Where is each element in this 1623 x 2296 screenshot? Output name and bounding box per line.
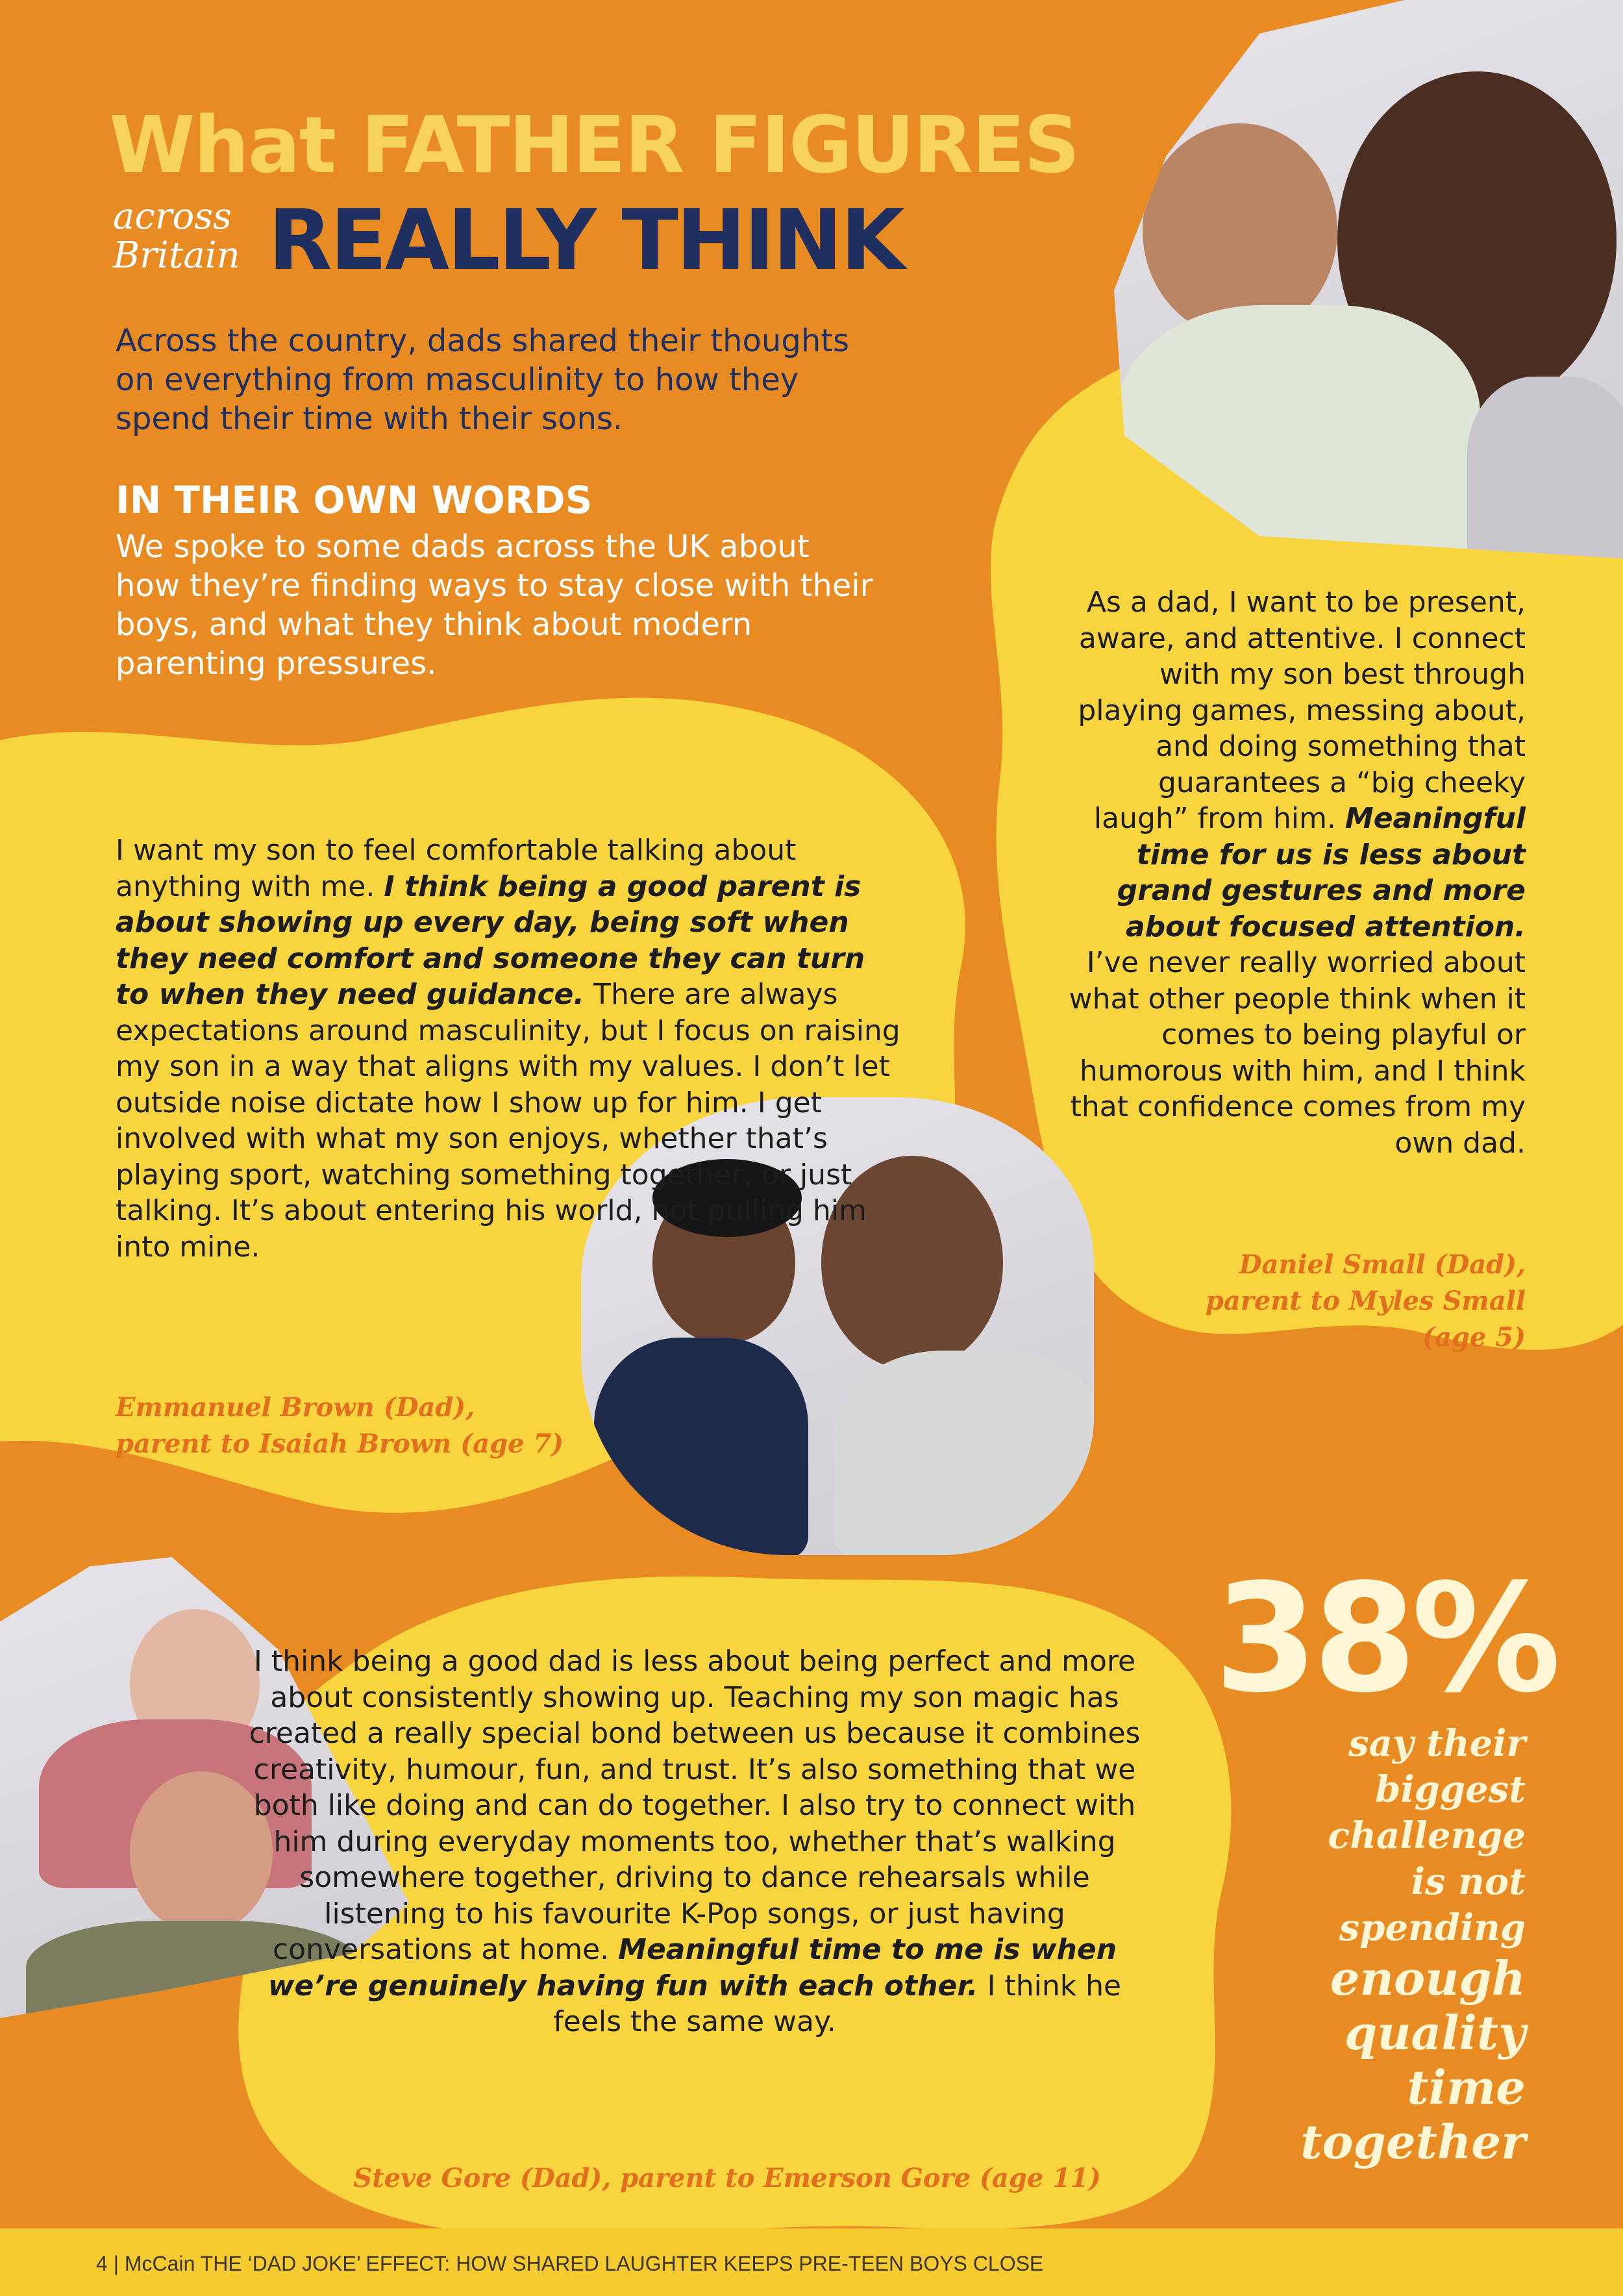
attribution-daniel: Daniel Small (Dad), parent to Myles Small (age 5): [1205, 1249, 1526, 1353]
photo-dad-and-son-laughing-top: [1104, 0, 1623, 558]
quote-steve: I think being a good dad is less about being perfect and more about consistently showing up. Teaching my son magic has created a really special bond between us because it combines creativity, humour, fun, and trust. It’s also something that we both like doing and can do together. I also try to connect with him during everyday moments too, whether that’s walking somewhere together, driving to dance rehearsals while listening to his favourite K-Pop songs, or just having conversations at home. Meaningful time to me is when we’re genuinely having fun with each other. I think he feels the same way.: [249, 1645, 1141, 2038]
page-title: [109, 101, 1079, 290]
footer-bar: [0, 2228, 1623, 2296]
footer-text: [96, 2251, 1043, 2277]
page-number: 4: [96, 2252, 108, 2275]
attribution-steve: Steve Gore (Dad), parent to Emerson Gore (age 11): [353, 2163, 1101, 2193]
intro-paragraph: Across the country, dads shared their thoughts on everything from masculinity to how they spend their time with their sons.: [116, 323, 850, 437]
attribution-emmanuel: Emmanuel Brown (Dad), parent to Isaiah Brown (age 7): [116, 1392, 564, 1459]
quote-daniel-highlight: Meaningful time for us is less about grand gestures and more about focused attention.: [1117, 802, 1526, 943]
quote-emmanuel-rest: There are always expectations around masculinity, but I focus on raising my son in a way that aligns with my values. I don’t let outside noise dictate how I show up for him. I get involved with what my son enjoys, whether that’s playing sport, watching something together, or just talking. It’s about entering his world, not pulling him into mine.: [116, 978, 900, 1264]
quote-emmanuel: I want my son to feel comfortable talking about anything with me. I think being a good parent is about showing up every day, being soft when they need comfort and someone they can turn to when they need guidance. There are always expectations around masculinity, but I focus on raising my son in a way that aligns with my values. I don’t let outside noise dictate how I show up for him. I get involved with what my son enjoys, whether that’s playing sport, watching something together, or just talking. It’s about entering his world, not pulling him into mine.: [116, 834, 900, 1264]
quote-daniel: As a dad, I want to be present, aware, and attentive. I connect with my son best through playing games, messing about, and doing something that guarantees a “big cheeky laugh” from him. Meaningful time for us is less about grand gestures and more about focused attention. I’ve never really worried about what other people think when it comes to being playful or humorous with him, and I think that confidence comes from my own dad.: [1069, 586, 1526, 1160]
title-what-father-figures: What FATHER FIGURES: [109, 101, 1079, 191]
quote-steve-highlight: Meaningful time to me is when we’re genuinely having fun with each other.: [267, 1933, 1117, 2003]
section-body: We spoke to some dads across the UK about how they’re finding ways to stay close with their boys, and what they think about modern parenting pressures.: [116, 529, 873, 682]
title-really-think: REALLY THINK: [268, 192, 903, 289]
quote-emmanuel-highlight: I think being a good parent is about showing up every day, being soft when they need comfort and someone they can turn to when they need guidance.: [116, 869, 865, 1011]
title-across-britain: across Britain: [113, 195, 240, 277]
section-heading: IN THEIR OWN WORDS: [116, 478, 593, 522]
stat-description: say their biggest challenge is not spending enough quality time together: [1300, 1722, 1526, 2169]
footer-title: McCain THE ‘DAD JOKE’ EFFECT: HOW SHARED LAUGHTER KEEPS PRE-TEEN BOYS CLOSE: [124, 2252, 1044, 2275]
footer-separator: |: [113, 2252, 119, 2275]
stat-percentage: 38%: [1214, 1553, 1556, 1726]
